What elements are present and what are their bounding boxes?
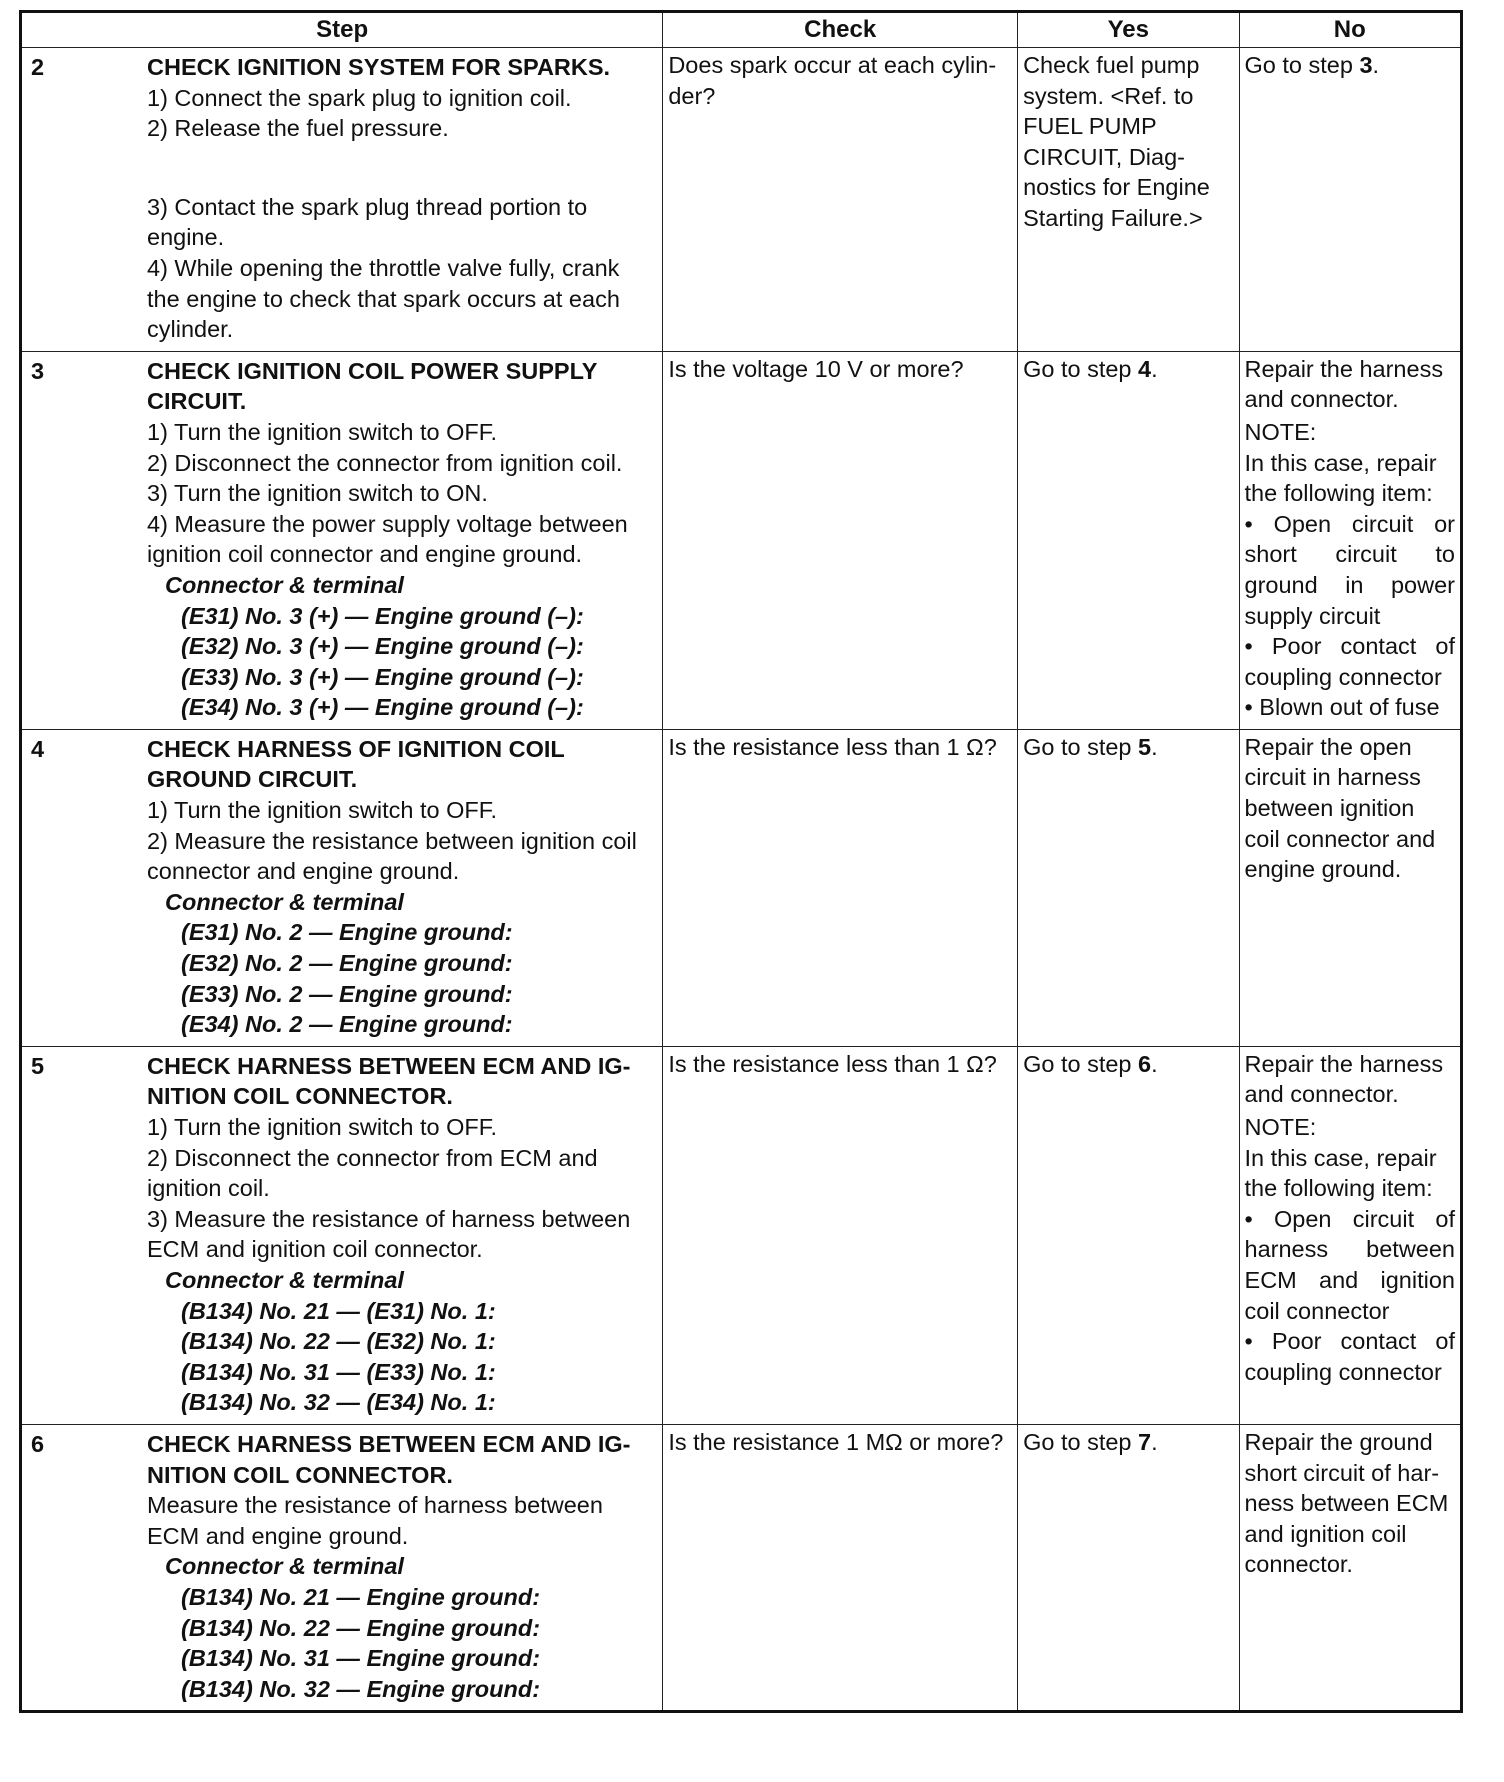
connector-line: (E31) No. 3 (+) — Engine ground (–): [181, 602, 584, 629]
no-main: Repair the open circuit in harness between ignition coil connector and engine ground. [1244, 733, 1436, 883]
yes-cell [1018, 1046, 1239, 1424]
step-instruction: 4) Measure the power supply voltage between ignition coil connector and engine ground. [147, 510, 628, 568]
step-number: 2 [31, 54, 45, 80]
connector-line: (B134) No. 31 — Engine ground: [181, 1645, 541, 1672]
connector-line: (B134) No. 22 — Engine ground: [181, 1614, 541, 1641]
no-cell [1239, 729, 1461, 1046]
no-main: Repair the ground short circuit of har-ness between ECM and ignition coil connector. [1244, 1428, 1449, 1578]
connector-line: (B134) No. 32 — Engine ground: [181, 1675, 541, 1702]
step-number: 4 [31, 735, 45, 762]
header-yes: Yes [1018, 12, 1239, 48]
note-label: NOTE: [1244, 1114, 1317, 1140]
connector-line: (E33) No. 3 (+) — Engine ground (–): [181, 663, 584, 690]
step-number: 6 [31, 1430, 45, 1457]
yes-cell [1018, 351, 1239, 729]
connector-line: (B134) No. 31 — (E33) No. 1: [181, 1358, 496, 1385]
note-text: In this case, repair the following item: [1244, 449, 1437, 507]
yes-step-link: 6 [1138, 1050, 1152, 1077]
header-step: Step [21, 12, 663, 48]
connector-line: (B134) No. 21 — (E31) No. 1: [181, 1297, 496, 1324]
note-item: • Blown out of fuse [1244, 694, 1440, 721]
connector-label: Connector & terminal [165, 571, 404, 598]
check-cell: Is the voltage 10 V or more? [663, 351, 1018, 729]
table-row [21, 351, 1462, 729]
check-cell: Is the resistance less than 1 Ω? [663, 1046, 1018, 1424]
step-instruction: 3) Turn the ignition switch to ON. [147, 480, 488, 507]
table-row [21, 48, 1462, 352]
step-title: CHECK HARNESS BETWEEN ECM AND IG-NITION COIL CONNECTOR. [147, 1052, 631, 1110]
connector-line: (E33) No. 2 — Engine ground: [181, 980, 513, 1007]
step-number: 3 [31, 357, 45, 384]
yes-suffix: . [1151, 355, 1158, 382]
yes-prefix: Go to step [1023, 1050, 1139, 1077]
no-prefix: Go to step [1244, 52, 1360, 78]
no-cell [1239, 1424, 1461, 1711]
no-suffix: . [1372, 52, 1380, 78]
check-cell: Is the resistance less than 1 Ω? [663, 729, 1018, 1046]
note-label: NOTE: [1244, 418, 1317, 445]
header-no: No [1239, 12, 1461, 48]
yes-prefix: Go to step [1023, 733, 1139, 760]
connector-label: Connector & terminal [165, 888, 404, 915]
step-cell [21, 351, 663, 729]
step-instruction: 2) Measure the resistance between ignition coil connector and engine ground. [147, 827, 637, 885]
step-title: CHECK HARNESS BETWEEN ECM AND IG-NITION COIL CONNECTOR. [147, 1430, 631, 1488]
table-row [21, 729, 1462, 1046]
check-cell: Is the resistance 1 MΩ or more? [663, 1424, 1018, 1711]
step-cell [21, 1046, 663, 1424]
step-cell [21, 48, 663, 352]
step-instruction: 4) While opening the throttle valve fully, crank the engine to check that spark occurs at each cylinder. [147, 254, 620, 343]
yes-step-link: 4 [1138, 355, 1152, 382]
yes-step-link: 5 [1138, 733, 1152, 760]
connector-line: (E34) No. 3 (+) — Engine ground (–): [181, 694, 584, 721]
step-instruction: 2) Release the fuel pressure. [147, 115, 449, 142]
check-cell: Does spark occur at each cylin-der? [663, 48, 1018, 352]
connector-line: (E32) No. 2 — Engine ground: [181, 950, 513, 977]
no-cell [1239, 1046, 1461, 1424]
note-item: • Open circuit or short circuit to ground in power supply circuit [1244, 510, 1455, 629]
no-cell [1239, 351, 1461, 729]
step-instruction: 3) Contact the spark plug thread portion to engine. [147, 193, 588, 251]
step-cell [21, 729, 663, 1046]
yes-prefix: Go to step [1023, 355, 1139, 382]
connector-line: (B134) No. 32 — (E34) No. 1: [181, 1389, 496, 1416]
connector-label: Connector & terminal [165, 1266, 404, 1293]
step-instruction: 1) Turn the ignition switch to OFF. [147, 1114, 498, 1140]
step-instruction: 2) Disconnect the connector from ignition coil. [147, 449, 623, 476]
connector-line: (E31) No. 2 — Engine ground: [181, 919, 513, 946]
connector-line: (B134) No. 21 — Engine ground: [181, 1583, 541, 1610]
step-instruction: 3) Measure the resistance of harness between ECM and ignition coil connector. [147, 1205, 631, 1263]
step-number: 5 [31, 1052, 45, 1079]
yes-suffix: . [1151, 1050, 1158, 1077]
no-step-link: 3 [1359, 52, 1373, 78]
no-main: Repair the harness and connector. [1244, 1050, 1444, 1108]
note-item: • Poor contact of coupling connector [1244, 1328, 1455, 1385]
yes-cell [1018, 729, 1239, 1046]
step-instruction: 1) Connect the spark plug to ignition coil. [147, 84, 572, 111]
figure-gap [147, 144, 651, 192]
note-item: • Poor contact of coupling connector [1244, 633, 1455, 690]
yes-suffix: . [1151, 1428, 1158, 1455]
connector-label: Connector & terminal [165, 1553, 404, 1580]
yes-step-link: 7 [1138, 1428, 1152, 1455]
step-instruction: 2) Disconnect the connector from ECM and ignition coil. [147, 1144, 598, 1202]
connector-line: (E34) No. 2 — Engine ground: [181, 1011, 513, 1038]
table-row [21, 1046, 1462, 1424]
step-title: CHECK IGNITION COIL POWER SUPPLY CIRCUIT. [147, 357, 598, 415]
step-title: CHECK IGNITION SYSTEM FOR SPARKS. [147, 54, 611, 80]
no-cell [1239, 48, 1461, 352]
step-title: CHECK HARNESS OF IGNITION COIL GROUND CIRCUIT. [147, 735, 565, 793]
diagnostic-table [19, 10, 1463, 1713]
note-item: • Open circuit of harness between ECM and ignition coil connector [1244, 1205, 1455, 1324]
yes-cell: Check fuel pump system. <Ref. to FUEL PUMP CIRCUIT, Diag-nostics for Engine Starting Failure.> [1018, 48, 1239, 352]
connector-line: (E32) No. 3 (+) — Engine ground (–): [181, 633, 584, 660]
note-text: In this case, repair the following item: [1244, 1144, 1437, 1202]
no-main: Repair the harness and connector. [1244, 355, 1444, 413]
table-row [21, 1424, 1462, 1711]
yes-suffix: . [1151, 733, 1158, 760]
step-instruction: 1) Turn the ignition switch to OFF. [147, 418, 498, 445]
yes-cell [1018, 1424, 1239, 1711]
connector-line: (B134) No. 22 — (E32) No. 1: [181, 1328, 496, 1355]
step-instruction: Measure the resistance of harness between ECM and engine ground. [147, 1492, 603, 1549]
header-row [21, 12, 1462, 48]
step-cell [21, 1424, 663, 1711]
header-check: Check [663, 12, 1018, 48]
yes-prefix: Go to step [1023, 1428, 1139, 1455]
step-instruction: 1) Turn the ignition switch to OFF. [147, 797, 498, 824]
